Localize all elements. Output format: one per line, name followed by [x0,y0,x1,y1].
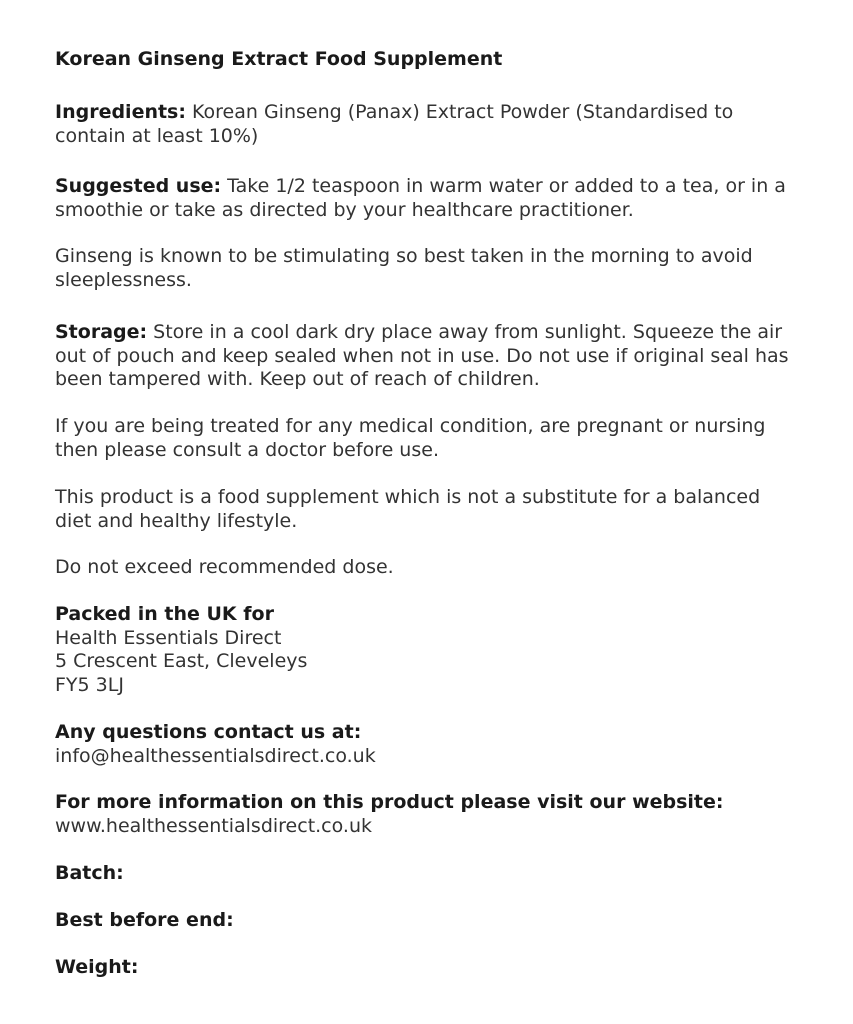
product-title: Korean Ginseng Extract Food Supplement [55,48,503,70]
supplement-note: This product is a food supplement which is not a substitute for a balanced diet and healthy lifestyle. [55,486,761,532]
contact-section [55,721,795,768]
website-heading: For more information on this product please visit our website: [55,791,724,813]
postcode: FY5 3LJ [55,673,124,696]
suggested-use-text: Take 1/2 teaspoon in warm water or added to a tea, or in a smoothie or take as directed by your healthcare practitioner. [55,175,786,221]
batch-field [55,862,795,886]
company-name: Health Essentials Direct [55,626,282,649]
packed-section [55,603,795,697]
packed-heading: Packed in the UK for [55,603,274,625]
contact-email: info@healthessentialsdirect.co.uk [55,744,376,767]
best-before-label: Best before end: [55,909,234,931]
weight-label: Weight: [55,956,139,978]
website-url: www.healthessentialsdirect.co.uk [55,814,373,837]
suggested-use-section [55,175,795,222]
dose-note: Do not exceed recommended dose. [55,556,394,578]
ingredients-section [55,101,795,148]
suggested-use-label: Suggested use: [55,175,222,197]
ingredients-label: Ingredients: [55,101,186,123]
storage-section [55,321,795,392]
contact-heading: Any questions contact us at: [55,721,362,743]
best-before-field [55,909,795,933]
storage-text: Store in a cool dark dry place away from sunlight. Squeeze the air out of pouch and keep sealed when not in use. Do not use if original seal has been tampered with. Keep out of reach of children. [55,321,789,390]
storage-label: Storage: [55,321,148,343]
website-section [55,791,795,838]
medical-note: If you are being treated for any medical condition, are pregnant or nursing then please consult a doctor before use. [55,415,766,461]
weight-field [55,956,795,980]
street-address: 5 Crescent East, Cleveleys [55,650,308,672]
ginseng-note: Ginseng is known to be stimulating so best taken in the morning to avoid sleeplessness. [55,245,753,291]
ingredients-text: Korean Ginseng (Panax) Extract Powder (Standardised to contain at least 10%) [55,101,734,147]
batch-label: Batch: [55,862,124,884]
